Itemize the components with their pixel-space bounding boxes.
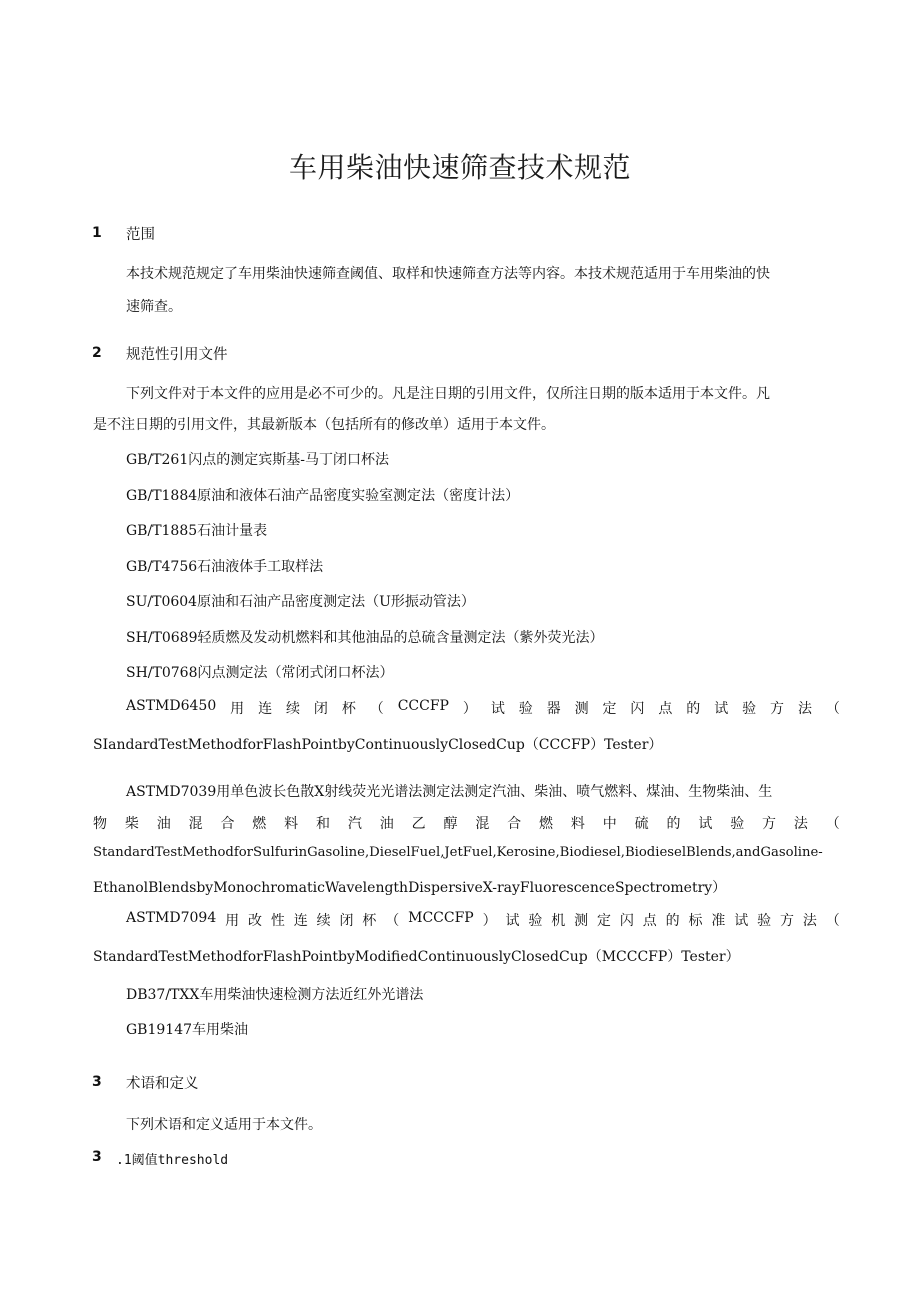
astm7039-token: 物 xyxy=(93,816,107,832)
section-3-paragraph: 下列术语和定义适用于本文件。 xyxy=(126,1117,322,1133)
astm7039-line-2 xyxy=(93,813,840,833)
astm6450-token: 闭 xyxy=(313,701,328,717)
astm7094-token: 闪 xyxy=(619,913,634,929)
astm7039-token: 料 xyxy=(570,816,585,832)
astm7039-token: 硫 xyxy=(634,816,649,832)
astm7094-token: 改 xyxy=(247,913,262,929)
astm6450-line-1 xyxy=(126,698,840,718)
astm6450-token: ） xyxy=(462,701,477,717)
astm6450-token: 杯 xyxy=(341,701,356,717)
section-2-paragraph-line-2: 是不注日期的引用文件，其最新版本（包括所有的修改单）适用于本文件。 xyxy=(93,417,555,433)
astm6450-token: 试 xyxy=(490,701,505,717)
astm6450-token: 的 xyxy=(686,701,701,717)
astm7094-token: 点 xyxy=(642,913,657,929)
astm7094-token: 试 xyxy=(505,913,520,929)
astm7094-token: 标 xyxy=(688,913,703,929)
astm7039-token: 燃 xyxy=(252,816,267,832)
astm7094-token: （ xyxy=(385,913,400,929)
astm6450-token: 点 xyxy=(658,701,673,717)
astm7039-token: 油 xyxy=(156,816,171,832)
section-2-heading: 规范性引用文件 xyxy=(126,347,228,363)
astm7094-token: 法 xyxy=(802,913,817,929)
astm7094-token: 用 xyxy=(225,913,240,929)
reference-item: SH/T0768闪点测定法（常闭式闭口杯法） xyxy=(126,665,394,681)
astm6450-token: 连 xyxy=(258,701,273,717)
astm7039-token: 中 xyxy=(602,816,617,832)
astm7094-token: 定 xyxy=(596,913,611,929)
reference-item: GB19147车用柴油 xyxy=(126,1022,249,1038)
astm6450-token: 器 xyxy=(546,701,561,717)
astm7039-token: 燃 xyxy=(539,816,554,832)
astm7094-token: 连 xyxy=(293,913,308,929)
astm6450-token: （ xyxy=(825,701,840,717)
astm7039-token: 法 xyxy=(793,816,808,832)
astm7094-token: （ xyxy=(825,913,840,929)
astm7094-token: 的 xyxy=(665,913,680,929)
section-2-paragraph-line-1: 下列文件对于本文件的应用是必不可少的。凡是注日期的引用文件，仅所注日期的版本适用于本文件。凡 xyxy=(126,386,770,402)
astm7094-token: 机 xyxy=(551,913,566,929)
astm6450-line-2: SIandardTestMethodforFlashPointbyContinuouslyClosedCup（CCCFP）Tester） xyxy=(93,737,663,753)
astm7094-token: ） xyxy=(482,913,497,929)
astm7039-token: 乙 xyxy=(411,816,426,832)
astm6450-token: 定 xyxy=(602,701,617,717)
section-1-heading: 范围 xyxy=(126,227,155,243)
astm7039-token: 验 xyxy=(730,816,745,832)
astm7039-line-1: ASTMD7039用单色波长色散X射线荧光光谱法测定法测定汽油、柴油、喷气燃料、煤油、生物柴油、生 xyxy=(126,784,773,800)
astm7039-token: （ xyxy=(825,816,840,832)
astm6450-token: CCCFP xyxy=(397,698,449,714)
reference-item: GB/T1884原油和液体石油产品密度实验室测定法（密度计法） xyxy=(126,488,520,504)
astm6450-token: 验 xyxy=(518,701,533,717)
astm7094-token: 性 xyxy=(270,913,285,929)
subsection-3-1-label: .1阈值threshold xyxy=(116,1153,229,1168)
reference-item: GB/T1885石油计量表 xyxy=(126,523,268,539)
section-1-paragraph-line-1: 本技术规范规定了车用柴油快速筛查阈值、取样和快速筛查方法等内容。本技术规范适用于车用柴油的快 xyxy=(126,266,770,282)
astm7094-token: 准 xyxy=(711,913,726,929)
astm7094-token: 测 xyxy=(574,913,589,929)
astm7039-line-4: EthanolBlendsbyMonochromaticWavelengthDispersiveX-rayFluorescenceSpectrometry） xyxy=(93,880,727,896)
astm6450-token: 用 xyxy=(230,701,245,717)
astm7039-token: 合 xyxy=(507,816,522,832)
section-1-number: 1 xyxy=(92,225,102,241)
astm7094-token: ASTMD7094 xyxy=(126,910,217,926)
astm7094-line-2: StandardTestMethodforFlashPointbyModifiedContinuouslyClosedCup（MCCCFP）Tester） xyxy=(93,949,740,965)
astm6450-token: 闪 xyxy=(630,701,645,717)
astm7039-token: 混 xyxy=(188,816,203,832)
astm7094-token: 杯 xyxy=(362,913,377,929)
section-1-paragraph-line-2: 速筛查。 xyxy=(126,299,182,315)
astm7094-token: 闭 xyxy=(339,913,354,929)
astm7039-token: 的 xyxy=(666,816,681,832)
section-2-number: 2 xyxy=(92,345,102,361)
astm7094-token: 验 xyxy=(757,913,772,929)
reference-item: SU/T0604原油和石油产品密度测定法（U形振动管法） xyxy=(126,594,475,610)
reference-item: DB37/TXX车用柴油快速检测方法近红外光谱法 xyxy=(126,987,424,1003)
reference-item: GB/T261闪点的测定宾斯基-马丁闭口杯法 xyxy=(126,452,389,468)
astm7094-token: 试 xyxy=(734,913,749,929)
astm6450-token: 方 xyxy=(770,701,785,717)
astm7094-line-1 xyxy=(126,910,840,930)
astm7039-token: 汽 xyxy=(347,816,362,832)
astm6450-token: 试 xyxy=(714,701,729,717)
astm7039-token: 料 xyxy=(284,816,299,832)
astm6450-token: 续 xyxy=(286,701,300,717)
astm6450-token: ASTMD6450 xyxy=(126,698,217,714)
reference-item: GB/T4756石油液体手工取样法 xyxy=(126,559,324,575)
section-3-heading: 术语和定义 xyxy=(126,1076,199,1092)
astm7039-token: 和 xyxy=(316,816,331,832)
astm7094-token: 验 xyxy=(528,913,543,929)
astm7094-token: 续 xyxy=(316,913,331,929)
reference-item: SH/T0689轻质燃及发动机燃料和其他油品的总硫含量测定法（紫外荧光法） xyxy=(126,630,604,646)
astm7039-token: 柴 xyxy=(124,816,139,832)
astm6450-token: （ xyxy=(369,701,384,717)
astm7039-token: 方 xyxy=(762,816,777,832)
astm7094-token: 方 xyxy=(779,913,794,929)
page-title: 车用柴油快速筛查技术规范 xyxy=(288,151,631,184)
astm6450-token: 验 xyxy=(742,701,757,717)
astm7039-token: 试 xyxy=(698,816,713,832)
astm7039-line-3: StandardTestMethodforSulfurinGasoline,DieselFuel,JetFuel,Kerosine,Biodiesel,BiodieselBlends,andGasoline- xyxy=(93,845,823,860)
astm7094-token: MCCCFP xyxy=(408,910,474,926)
astm6450-token: 法 xyxy=(797,701,812,717)
astm7039-token: 醇 xyxy=(443,816,458,832)
astm6450-token: 测 xyxy=(574,701,589,717)
astm7039-token: 合 xyxy=(220,816,235,832)
astm7039-token: 油 xyxy=(379,816,394,832)
subsection-3-1-number: 3 xyxy=(92,1149,102,1165)
section-3-number: 3 xyxy=(92,1074,102,1090)
astm7039-token: 混 xyxy=(475,816,490,832)
